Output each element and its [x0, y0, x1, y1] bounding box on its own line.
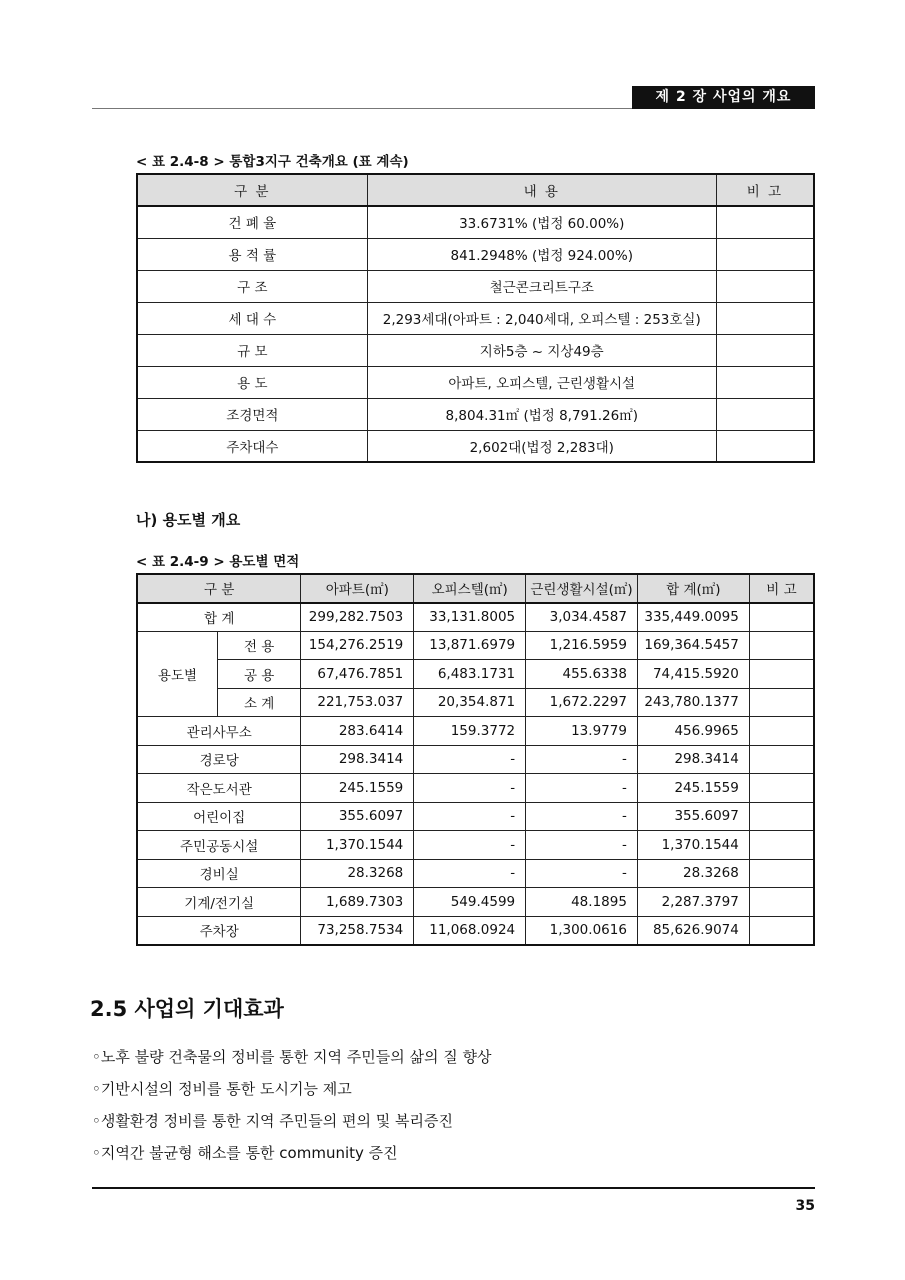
table-row: [137, 398, 814, 430]
table-row: [137, 270, 814, 302]
row-label: 기계/전기실: [137, 888, 301, 917]
value-cell: 159.3772: [414, 717, 526, 746]
value-cell: 11,068.0924: [414, 916, 526, 945]
header-note: 비 고: [749, 574, 814, 603]
table-row: [137, 831, 814, 860]
row-content: 철근콘크리트구조: [367, 270, 716, 302]
table-row: [137, 745, 814, 774]
footer-rule: [92, 1187, 815, 1189]
value-cell: 154,276.2519: [301, 631, 414, 660]
note-cell: [749, 745, 814, 774]
row-sublabel: 소 계: [217, 688, 300, 717]
value-cell: -: [414, 831, 526, 860]
list-item: ◦지역간 불균형 해소를 통한 community 증진: [92, 1144, 398, 1162]
value-cell: 245.1559: [301, 774, 414, 803]
header-content: 내 용: [367, 174, 716, 206]
row-label: 세 대 수: [137, 302, 367, 334]
row-content: 2,293세대(아파트 : 2,040세대, 오피스텔 : 253호실): [367, 302, 716, 334]
note-cell: [749, 717, 814, 746]
value-cell: -: [526, 774, 638, 803]
value-cell: 335,449.0095: [637, 603, 749, 632]
row-content: 아파트, 오피스텔, 근린생활시설: [367, 366, 716, 398]
table-row: [137, 430, 814, 462]
note-cell: [749, 888, 814, 917]
value-cell: 299,282.7503: [301, 603, 414, 632]
value-cell: -: [526, 831, 638, 860]
table-row: [137, 802, 814, 831]
value-cell: 1,216.5959: [526, 631, 638, 660]
row-label: 주민공동시설: [137, 831, 301, 860]
value-cell: 20,354.871: [414, 688, 526, 717]
chapter-title: 제 2 장 사업의 개요: [632, 86, 815, 109]
row-note: [716, 398, 814, 430]
area-by-use-table: [136, 573, 815, 946]
value-cell: -: [526, 859, 638, 888]
table-row: [137, 688, 814, 717]
table-row: [137, 774, 814, 803]
value-cell: -: [414, 774, 526, 803]
note-cell: [749, 831, 814, 860]
row-note: [716, 238, 814, 270]
table-row: [137, 302, 814, 334]
row-label: 관리사무소: [137, 717, 301, 746]
table-header-row: [137, 174, 814, 206]
row-label: 합 계: [137, 603, 301, 632]
table-row: [137, 859, 814, 888]
row-label: 주차장: [137, 916, 301, 945]
value-cell: 298.3414: [637, 745, 749, 774]
row-note: [716, 302, 814, 334]
value-cell: 6,483.1731: [414, 660, 526, 689]
value-cell: 549.4599: [414, 888, 526, 917]
value-cell: 33,131.8005: [414, 603, 526, 632]
value-cell: 221,753.037: [301, 688, 414, 717]
value-cell: 355.6097: [301, 802, 414, 831]
note-cell: [749, 603, 814, 632]
table1-caption: < 표 2.4-8 > 통합3지구 건축개요 (표 계속): [136, 154, 409, 170]
row-label: 어린이집: [137, 802, 301, 831]
row-label: 건 폐 율: [137, 206, 367, 238]
note-cell: [749, 688, 814, 717]
row-content: 841.2948% (법정 924.00%): [367, 238, 716, 270]
value-cell: 283.6414: [301, 717, 414, 746]
note-cell: [749, 916, 814, 945]
header-category: 구 분: [137, 574, 301, 603]
row-content: 지하5층 ~ 지상49층: [367, 334, 716, 366]
value-cell: 28.3268: [637, 859, 749, 888]
value-cell: -: [526, 745, 638, 774]
value-cell: 1,689.7303: [301, 888, 414, 917]
value-cell: 1,370.1544: [637, 831, 749, 860]
row-note: [716, 206, 814, 238]
value-cell: -: [414, 859, 526, 888]
note-cell: [749, 859, 814, 888]
value-cell: 67,476.7851: [301, 660, 414, 689]
value-cell: -: [414, 745, 526, 774]
value-cell: 85,626.9074: [637, 916, 749, 945]
row-label: 조경면적: [137, 398, 367, 430]
header-category: 구 분: [137, 174, 367, 206]
row-label: 경비실: [137, 859, 301, 888]
row-label: 작은도서관: [137, 774, 301, 803]
value-cell: 355.6097: [637, 802, 749, 831]
building-overview-table: [136, 173, 815, 463]
row-note: [716, 366, 814, 398]
header-neighborhood: 근린생활시설(㎡): [526, 574, 638, 603]
table-row: [137, 660, 814, 689]
value-cell: 243,780.1377: [637, 688, 749, 717]
row-content: 33.6731% (법정 60.00%): [367, 206, 716, 238]
row-content: 2,602대(법정 2,283대): [367, 430, 716, 462]
table-row: [137, 603, 814, 632]
value-cell: 74,415.5920: [637, 660, 749, 689]
value-cell: 13.9779: [526, 717, 638, 746]
table-row: [137, 916, 814, 945]
row-label: 용 적 률: [137, 238, 367, 270]
row-sublabel: 전 용: [217, 631, 300, 660]
table-row: [137, 238, 814, 270]
value-cell: -: [414, 802, 526, 831]
group-label: 용도별: [137, 631, 217, 717]
row-content: 8,804.31㎡ (법정 8,791.26㎡): [367, 398, 716, 430]
table-header-row: [137, 574, 814, 603]
row-note: [716, 334, 814, 366]
value-cell: 13,871.6979: [414, 631, 526, 660]
row-sublabel: 공 용: [217, 660, 300, 689]
row-label: 구 조: [137, 270, 367, 302]
header-officetel: 오피스텔(㎡): [414, 574, 526, 603]
value-cell: 73,258.7534: [301, 916, 414, 945]
row-label: 용 도: [137, 366, 367, 398]
page-number: 35: [795, 1198, 815, 1214]
table-row: [137, 631, 814, 660]
value-cell: 1,300.0616: [526, 916, 638, 945]
benefit-list: [92, 1041, 492, 1169]
value-cell: 48.1895: [526, 888, 638, 917]
header-apartment: 아파트(㎡): [301, 574, 414, 603]
table-row: [137, 206, 814, 238]
table-row: [137, 888, 814, 917]
value-cell: -: [526, 802, 638, 831]
list-item: ◦노후 불량 건축물의 정비를 통한 지역 주민들의 삶의 질 향상: [92, 1048, 492, 1066]
value-cell: 455.6338: [526, 660, 638, 689]
list-item: ◦생활환경 정비를 통한 지역 주민들의 편의 및 복리증진: [92, 1112, 454, 1130]
value-cell: 28.3268: [301, 859, 414, 888]
note-cell: [749, 660, 814, 689]
value-cell: 245.1559: [637, 774, 749, 803]
row-note: [716, 430, 814, 462]
value-cell: 2,287.3797: [637, 888, 749, 917]
section-heading: 2.5 사업의 기대효과: [90, 997, 284, 1021]
note-cell: [749, 774, 814, 803]
header-total: 합 계(㎡): [637, 574, 749, 603]
value-cell: 298.3414: [301, 745, 414, 774]
row-label: 경로당: [137, 745, 301, 774]
value-cell: 1,370.1544: [301, 831, 414, 860]
value-cell: 1,672.2297: [526, 688, 638, 717]
header-note: 비 고: [716, 174, 814, 206]
value-cell: 169,364.5457: [637, 631, 749, 660]
table-row: [137, 717, 814, 746]
value-cell: 456.9965: [637, 717, 749, 746]
list-item: ◦기반시설의 정비를 통한 도시기능 제고: [92, 1080, 352, 1098]
table2-caption: < 표 2.4-9 > 용도별 면적: [136, 554, 300, 570]
note-cell: [749, 802, 814, 831]
row-label: 규 모: [137, 334, 367, 366]
table-row: [137, 366, 814, 398]
row-label: 주차대수: [137, 430, 367, 462]
section-subtitle: 나) 용도별 개요: [136, 511, 241, 529]
value-cell: 3,034.4587: [526, 603, 638, 632]
note-cell: [749, 631, 814, 660]
table-row: [137, 334, 814, 366]
row-note: [716, 270, 814, 302]
